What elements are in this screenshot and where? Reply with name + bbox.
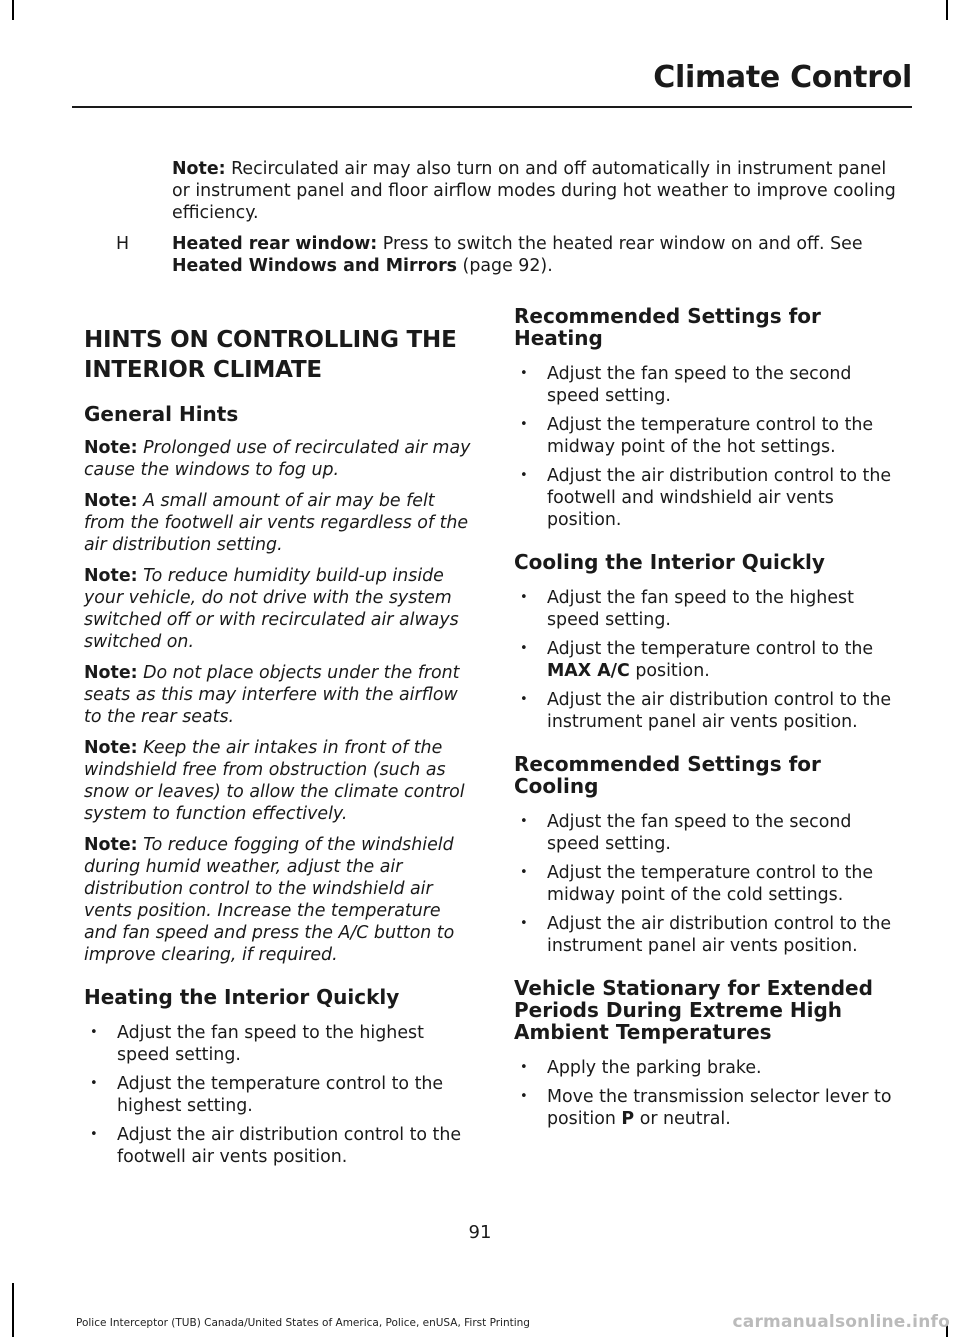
note-item — [84, 662, 478, 728]
list-item: • Adjust the temperature control to the highest setting. — [84, 1073, 478, 1117]
list-item-text: or neutral. — [634, 1109, 731, 1129]
crop-mark-bottom-left — [12, 1283, 14, 1337]
right-column — [514, 305, 908, 1137]
item-key: H — [116, 234, 130, 254]
note-text: To reduce fogging of the windshield during humid weather, adjust the air distribution control to the windshield air vents position. Increase the temperature and fan speed and press the A/C button to improve clearing, if required. — [84, 835, 455, 965]
recommended-cooling-list — [514, 811, 908, 957]
note-label: Note: — [84, 835, 138, 855]
note-item — [84, 565, 478, 653]
note-label: Note: — [84, 566, 138, 586]
cross-reference-link[interactable]: Heated Windows and Mirrors — [172, 256, 458, 276]
page-title: Climate Control — [653, 60, 912, 95]
heated-rear-window-item — [172, 233, 908, 277]
list-item: • Adjust the fan speed to the second speed setting. — [514, 811, 908, 855]
park-position-label: P — [621, 1109, 635, 1129]
note-text: A small amount of air may be felt from the footwell air vents regardless of the air distribution setting. — [84, 491, 469, 555]
title-divider — [72, 106, 912, 108]
list-item: • Adjust the temperature control to the midway point of the cold settings. — [514, 862, 908, 906]
list-item: • Adjust the fan speed to the second speed setting. — [514, 363, 908, 407]
note-text: Recirculated air may also turn on and off automatically in instrument panel or instrument panel and floor airflow modes during hot weather to improve cooling efficiency. — [172, 159, 896, 223]
note-label: Note: — [84, 738, 138, 758]
cooling-quickly-heading: Cooling the Interior Quickly — [514, 550, 825, 574]
crop-mark-top-right — [946, 0, 948, 20]
list-item: • Apply the parking brake. — [514, 1057, 908, 1079]
note-item — [84, 834, 478, 966]
crop-mark-top-left — [12, 0, 14, 20]
general-hints-heading: General Hints — [84, 402, 239, 426]
list-item: • Adjust the air distribution control to the footwell and windshield air vents position. — [514, 465, 908, 531]
note-text: To reduce humidity build-up inside your vehicle, do not drive with the system switched off or with recirculated air always switched on. — [84, 566, 459, 652]
recommended-heating-heading: Recommended Settings for Heating — [514, 304, 821, 350]
list-item-text: Adjust the temperature control to the — [547, 639, 874, 659]
recommended-heating-list — [514, 363, 908, 531]
list-item: • Adjust the temperature control to the midway point of the hot settings. — [514, 414, 908, 458]
note-text: Prolonged use of recirculated air may cause the windows to fog up. — [84, 438, 471, 480]
watermark: carmanualsonline.info — [732, 1312, 950, 1332]
item-label: Heated rear window: — [172, 234, 378, 254]
note-label: Note: — [84, 491, 138, 511]
recommended-cooling-heading: Recommended Settings for Cooling — [514, 752, 821, 798]
list-item: • Adjust the air distribution control to the instrument panel air vents position. — [514, 913, 908, 957]
note-item — [84, 437, 478, 481]
max-ac-label: MAX A/C — [547, 661, 630, 681]
left-column — [84, 325, 478, 1175]
recirculation-note — [172, 158, 908, 224]
heating-quickly-heading: Heating the Interior Quickly — [84, 985, 400, 1009]
item-text: Press to switch the heated rear window on and off. See — [377, 234, 863, 254]
page-number: 91 — [468, 1222, 492, 1243]
list-item-text: Move the transmission selector lever to position — [547, 1087, 892, 1129]
list-item — [514, 1086, 908, 1130]
note-text: Keep the air intakes in front of the windshield free from obstruction (such as snow or leaves) to allow the climate control system to function effectively. — [84, 738, 465, 824]
note-label: Note: — [172, 159, 226, 179]
item-page-ref: (page 92). — [457, 256, 553, 276]
heating-quickly-list — [84, 1022, 478, 1168]
list-item: • Adjust the air distribution control to the footwell air vents position. — [84, 1124, 478, 1168]
note-item — [84, 737, 478, 825]
note-item — [84, 490, 478, 556]
vehicle-stationary-heading: Vehicle Stationary for Extended Periods During Extreme High Ambient Temperatures — [514, 976, 873, 1044]
list-item: • Adjust the air distribution control to the instrument panel air vents position. — [514, 689, 908, 733]
section-heading-line1: HINTS ON CONTROLLING THE — [84, 327, 457, 353]
list-item — [514, 638, 908, 682]
footer-text: Police Interceptor (TUB) Canada/United States of America, Police, enUSA, First Printing — [76, 1317, 530, 1329]
list-item: • Adjust the fan speed to the highest speed setting. — [84, 1022, 478, 1066]
note-label: Note: — [84, 663, 138, 683]
note-text: Do not place objects under the front seats as this may interfere with the airflow to the rear seats. — [84, 663, 460, 727]
list-item: • Adjust the fan speed to the highest speed setting. — [514, 587, 908, 631]
note-label: Note: — [84, 438, 138, 458]
cooling-quickly-list — [514, 587, 908, 733]
list-item-text: position. — [629, 661, 710, 681]
section-heading-line2: INTERIOR CLIMATE — [84, 357, 322, 383]
vehicle-stationary-list — [514, 1057, 908, 1130]
